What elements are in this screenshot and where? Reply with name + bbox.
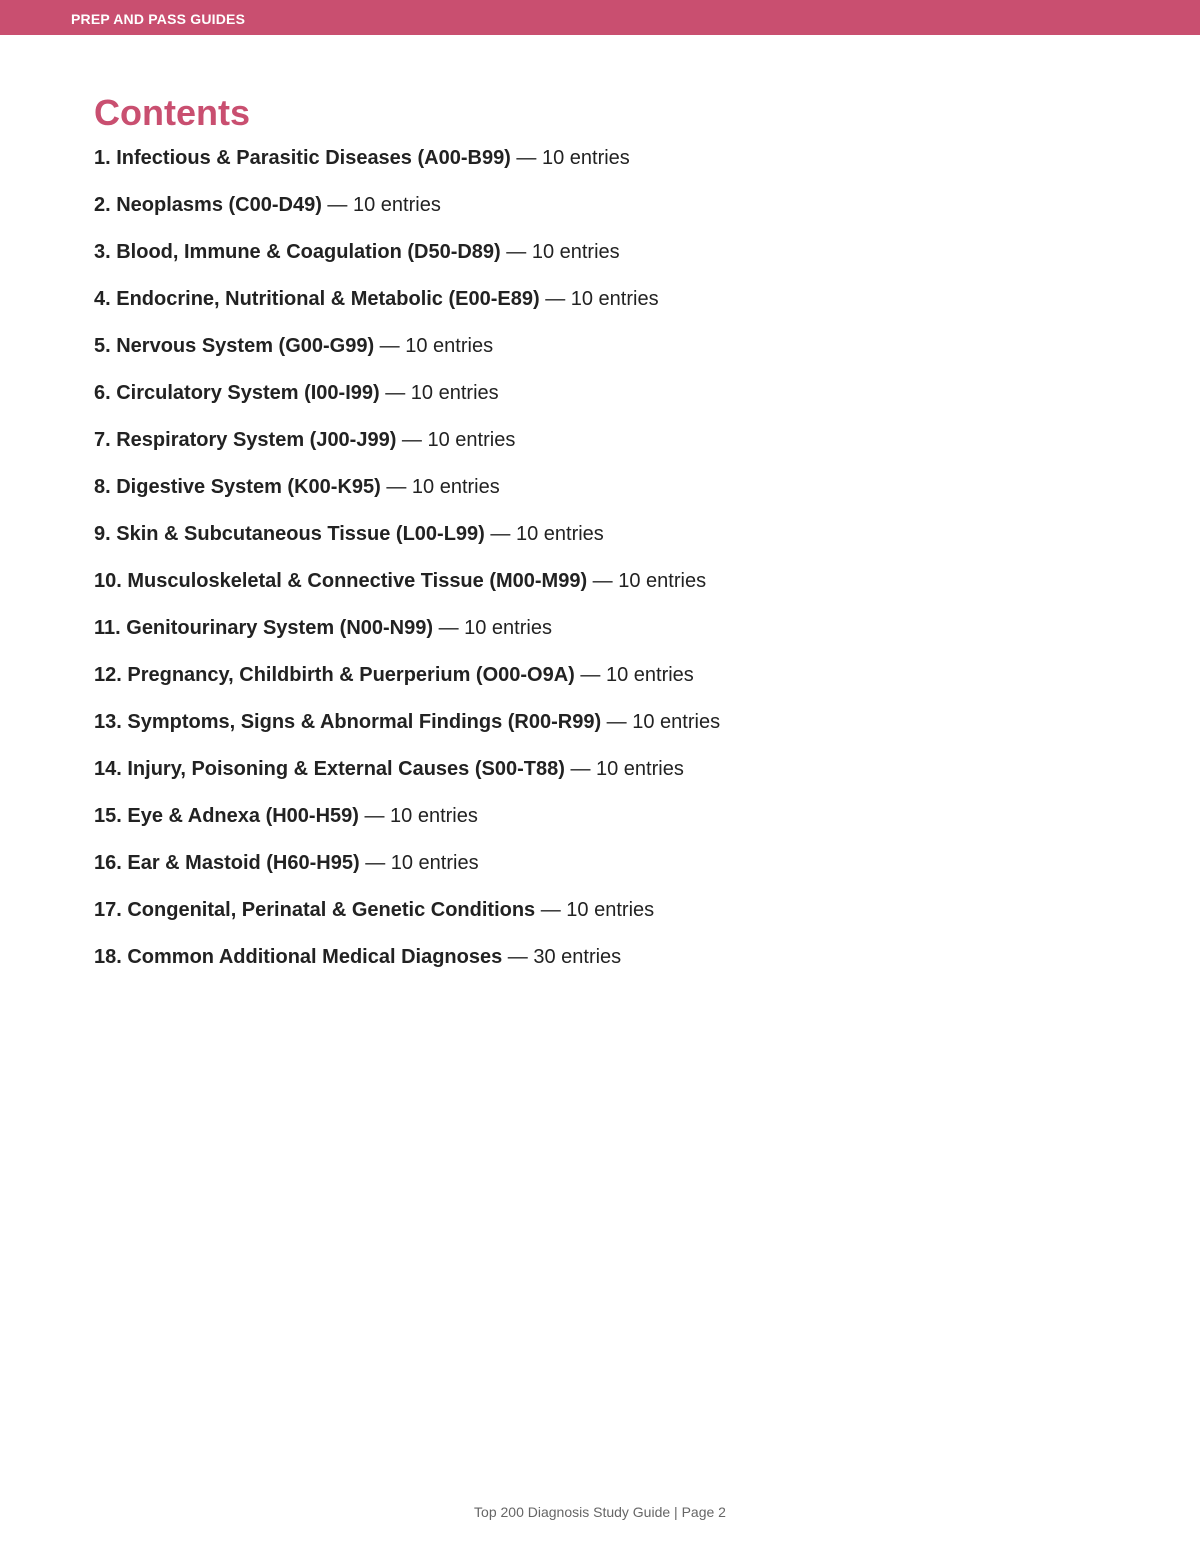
toc-item-count: — 10 entries: [433, 617, 552, 639]
table-of-contents: [94, 145, 720, 991]
toc-item-count: — 10 entries: [374, 335, 494, 357]
toc-item: [94, 615, 720, 662]
toc-item-title: 4. Endocrine, Nutritional & Metabolic (E00-E89): [94, 288, 540, 310]
toc-item: [94, 756, 720, 803]
toc-item-title: 7. Respiratory System (J00-J99): [94, 429, 397, 451]
toc-item: [94, 239, 720, 286]
toc-item-count: — 10 entries: [358, 805, 478, 827]
toc-item: [94, 333, 720, 380]
toc-item-count: — 10 entries: [396, 429, 516, 451]
toc-item-title: 3. Blood, Immune & Coagulation (D50-D89): [94, 241, 501, 263]
toc-item-count: — 10 entries: [500, 241, 620, 263]
toc-item-title: 10. Musculoskeletal & Connective Tissue (M00-M99): [94, 570, 588, 592]
toc-item: [94, 568, 720, 615]
header-label: PREP AND PASS GUIDES: [71, 11, 246, 27]
toc-item-count: — 10 entries: [321, 194, 441, 216]
toc-item-title: 2. Neoplasms (C00-D49): [94, 194, 322, 216]
toc-item: [94, 286, 720, 333]
toc-item-title: 5. Nervous System (G00-G99): [94, 335, 375, 357]
toc-item-title: 8. Digestive System (K00-K95): [94, 476, 381, 498]
toc-item-title: 11. Genitourinary System (N00-N99): [94, 617, 434, 639]
page-footer: Top 200 Diagnosis Study Guide | Page 2: [474, 1504, 726, 1520]
header-band: [0, 0, 1200, 35]
toc-item-count: — 10 entries: [379, 382, 499, 404]
toc-item: [94, 803, 720, 850]
toc-item-count: — 10 entries: [510, 147, 630, 169]
toc-item-count: — 10 entries: [380, 476, 500, 498]
toc-item-count: — 10 entries: [484, 523, 604, 545]
toc-item: [94, 192, 720, 239]
toc-item: [94, 850, 720, 897]
toc-item: [94, 897, 720, 944]
toc-item: [94, 521, 720, 568]
toc-item-title: 15. Eye & Adnexa (H00-H59): [94, 805, 359, 827]
toc-item-title: 16. Ear & Mastoid (H60-H95): [94, 852, 360, 874]
toc-item-title: 12. Pregnancy, Childbirth & Puerperium (O00-O9A): [94, 664, 575, 686]
toc-item-count: — 10 entries: [574, 664, 694, 686]
toc-item: [94, 944, 720, 991]
toc-item-count: — 10 entries: [535, 899, 655, 921]
toc-item-title: 18. Common Additional Medical Diagnoses: [94, 946, 503, 968]
toc-item-count: — 10 entries: [539, 288, 659, 310]
page-title: Contents: [94, 92, 250, 133]
toc-item-title: 17. Congenital, Perinatal & Genetic Conditions: [94, 899, 536, 921]
toc-item-count: — 10 entries: [601, 711, 721, 733]
toc-item-count: — 10 entries: [564, 758, 684, 780]
toc-item: [94, 709, 720, 756]
toc-item: [94, 380, 720, 427]
toc-item-title: 14. Injury, Poisoning & External Causes (S00-T88): [94, 758, 565, 780]
toc-item-count: — 30 entries: [502, 946, 622, 968]
toc-item: [94, 427, 720, 474]
toc-item-title: 9. Skin & Subcutaneous Tissue (L00-L99): [94, 523, 485, 545]
toc-item-count: — 10 entries: [359, 852, 479, 874]
toc-item-title: 1. Infectious & Parasitic Diseases (A00-B99): [94, 147, 511, 169]
toc-item-title: 13. Symptoms, Signs & Abnormal Findings (R00-R99): [94, 711, 602, 733]
toc-item-title: 6. Circulatory System (I00-I99): [94, 382, 380, 404]
toc-item-count: — 10 entries: [587, 570, 707, 592]
toc-item: [94, 474, 720, 521]
toc-item: [94, 145, 720, 192]
toc-item: [94, 662, 720, 709]
